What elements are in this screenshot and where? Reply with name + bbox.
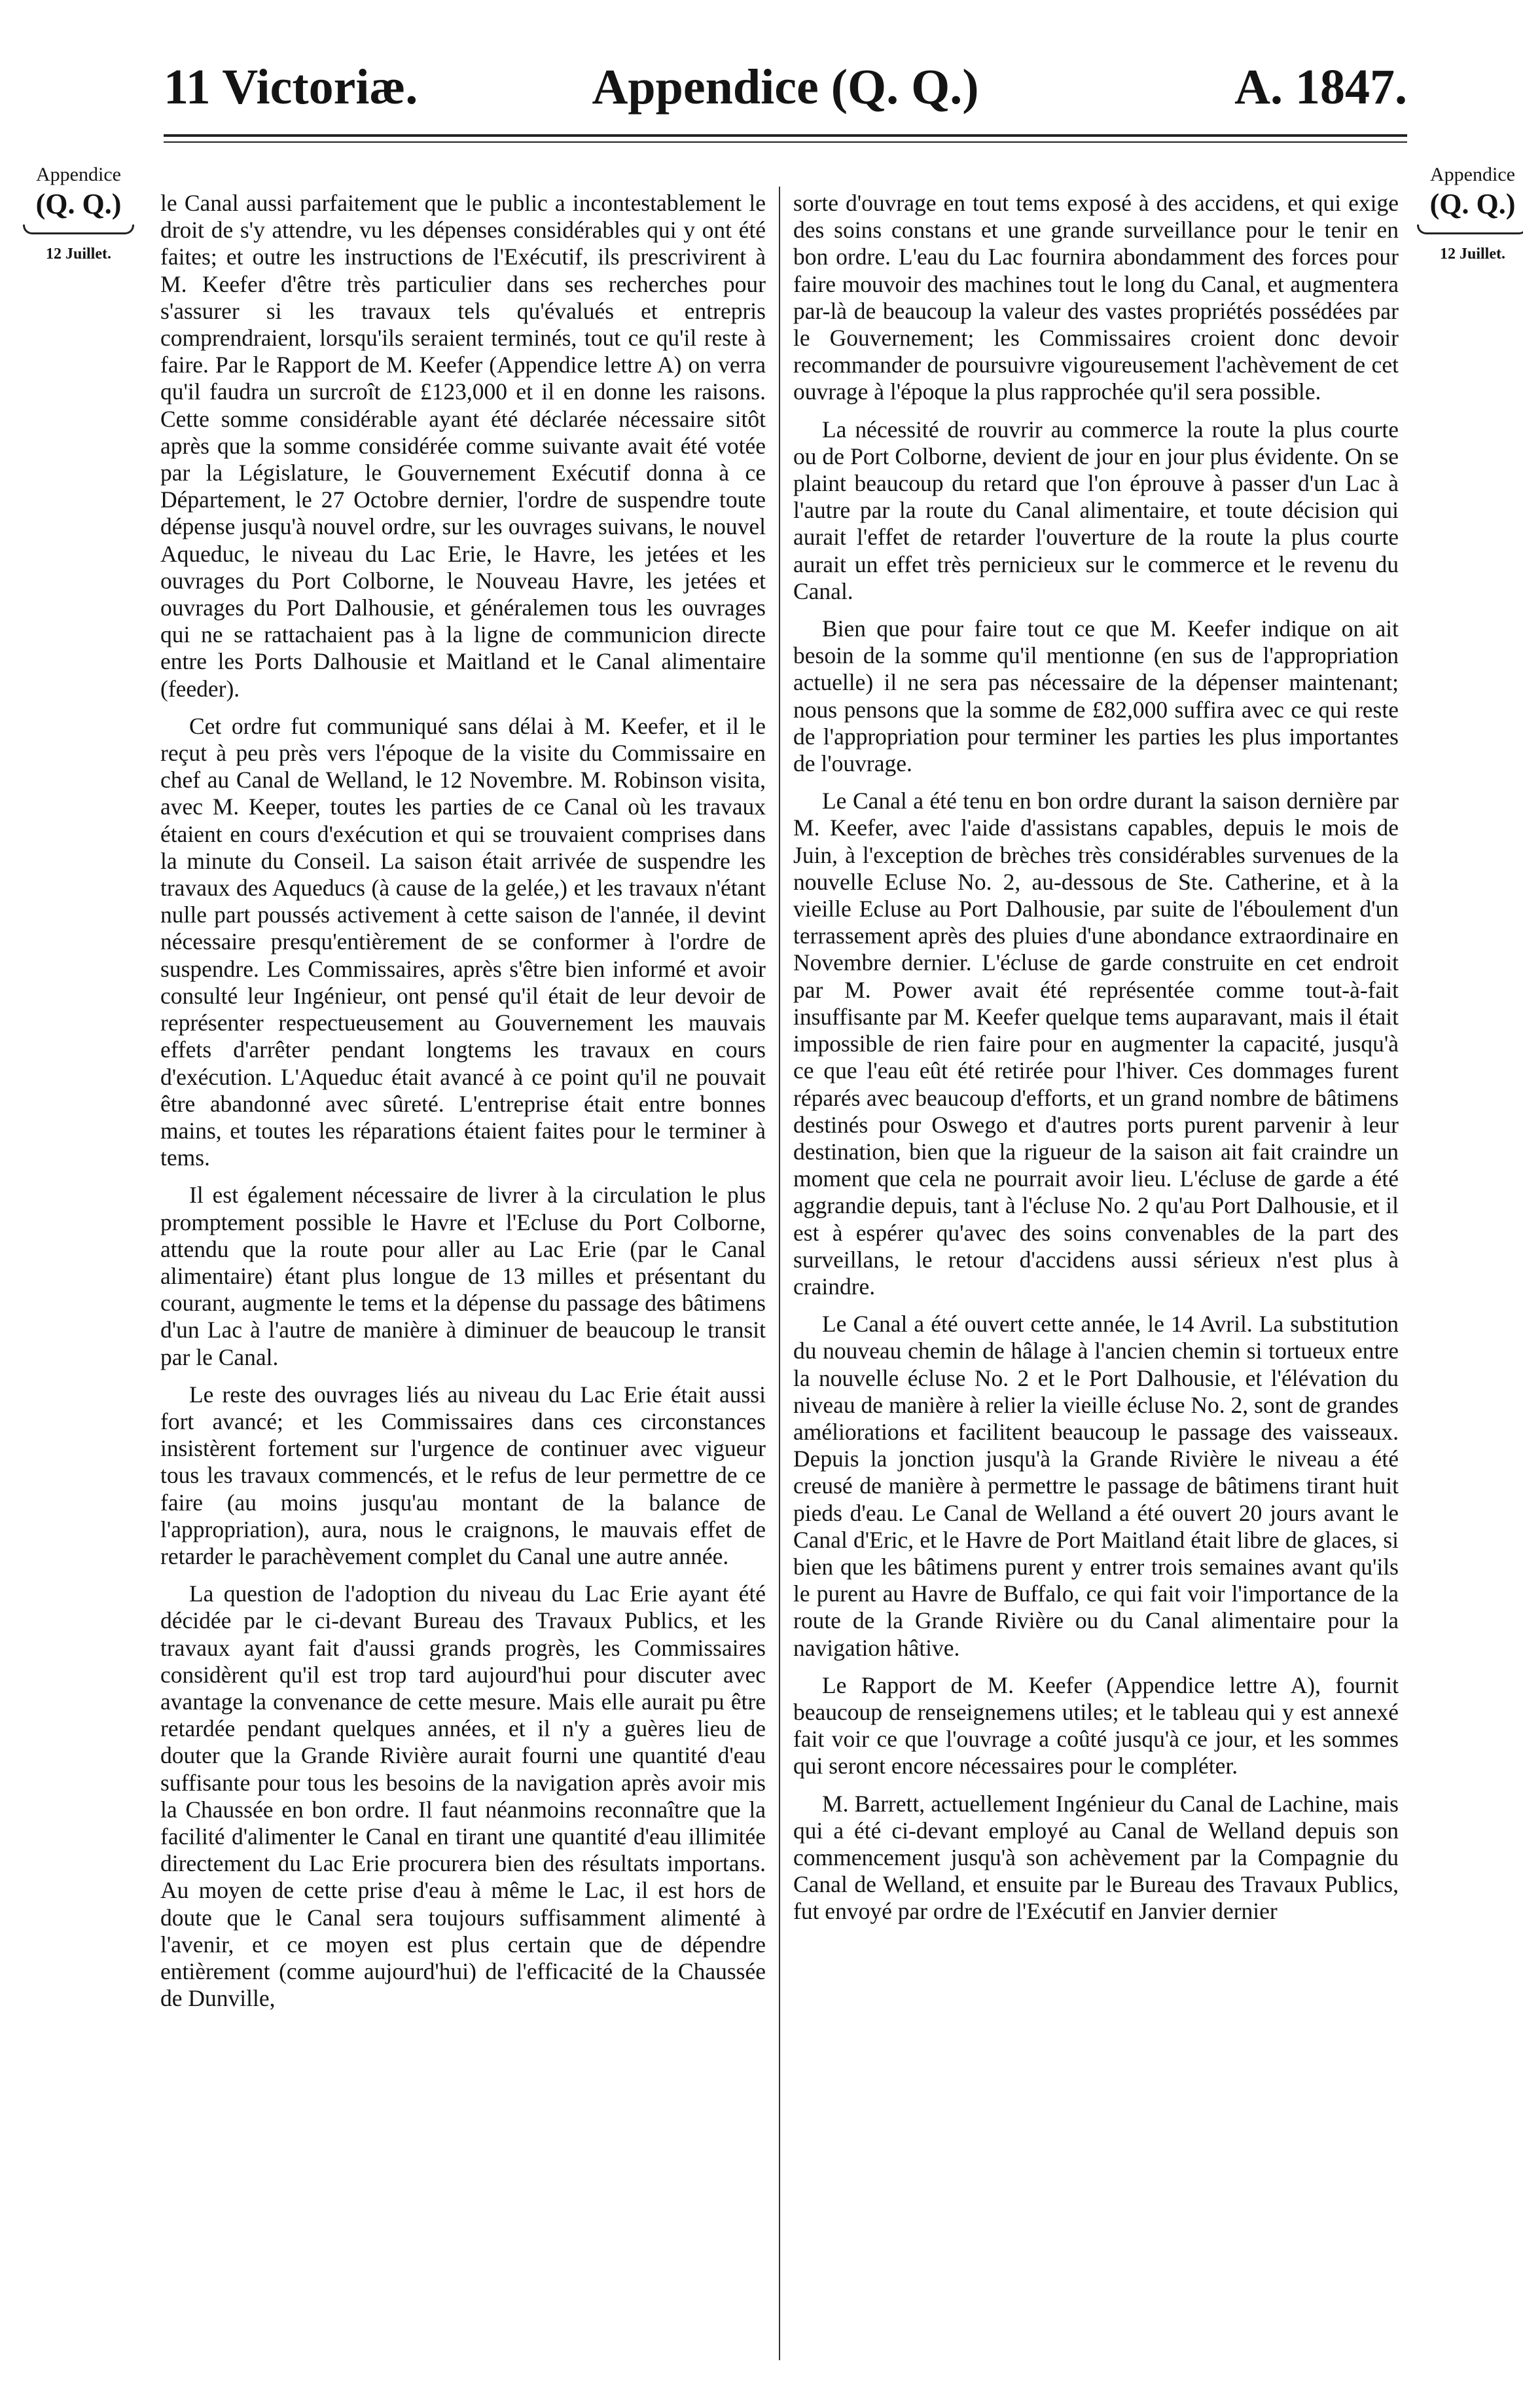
paragraph: sorte d'ouvrage en tout tems exposé à des accidens, et qui exige des soins constans et une grande surveillance pour le tenir en bon ordre. L'eau du Lac fournira abondamment des forces pour faire mouvoir des machines tout le long du Canal, et augmentera par-là de beaucoup la valeur des vastes propriétés possédées par le Gouvernement; les Commissaires croient donc devoir recommander de poursuivre vigoureusement l'achèvement de cet ouvrage à l'époque la plus rapprochée qu'il sera possible. [793,190,1399,405]
margin-appendix-code: (Q. Q.) [35,187,122,220]
header-rule-thin [164,141,1407,143]
margin-appendix-label: Appendice [36,164,121,185]
paragraph: Cet ordre fut communiqué sans délai à M. Keefer, et il le reçut à peu près vers l'époque de la visite du Commissaire en chef au Canal de Welland, le 12 Novembre. M. Robinson visita, avec M. Keeper, toutes les parties de ce Canal où les travaux étaient en cours d'exécution et qui se trouvaient comprises dans la minute du Conseil. La saison était arrivée de suspendre les travaux des Aqueducs (à cause de la gelée,) et les travaux n'étant nulle part poussés activement à cette saison de l'année, il devint nécessaire presqu'entièrement de se conformer à l'ordre de suspendre. Les Commissaires, après s'être bien informé et avoir consulté leur Ingénieur, ont pensé qu'il était de leur devoir de représenter respectueusement au Gouvernement les mauvais effets d'arrêter pendant longtems les travaux en cours d'exécution. L'Aqueduc était avancé à ce point qu'il ne pouvait être abandonné avec sûreté. L'entreprise était entre bonnes mains, et toutes les réparations étaient faites pour le terminer à tems. [160,712,766,1171]
brace-mark [23,225,134,239]
running-header [164,62,1407,134]
column-divider [779,187,780,2360]
brace-mark [1417,225,1523,239]
paragraph: le Canal aussi parfaitement que le public a incontestablement le droit de s'y attendre, vu les dépenses considérables qui y ont été faites; et outre les instructions de l'Exécutif, ils prescrivirent à M. Keefer d'être très particulier dans ses recherches pour s'assurer si les travaux tels qu'évalués et entrepris comprendraient, lorsqu'ils seraient terminés, tout ce qu'il reste à faire. Par le Rapport de M. Keefer (Appendice lettre A) on verra qu'il faudra un surcroît de £123,000 et il en donne les raisons. Cette somme considérable ayant été déclarée nécessaire sitôt après que la somme considérée comme suivante avait été votée par la Législature, le Gouvernement Exécutif donna à ce Département, le 27 Octobre dernier, l'ordre de suspendre toute dépense jusqu'à nouvel ordre, sur les ouvrages suivans, le nouvel Aqueduc, le niveau du Lac Erie, le Havre, les jetées et les ouvrages du Port Colborne, le Nouveau Havre, les jetées et ouvrages du Port Dalhousie, et généralemen tous les ouvrages qui ne se rattachaient pas à la ligne de communicion directe entre les Ports Dalhousie et Maitland et le Canal alimentaire (feeder). [160,190,766,702]
header-appendix-title: Appendice (Q. Q.) [592,60,979,115]
paragraph: Le reste des ouvrages liés au niveau du Lac Erie était aussi fort avancé; et les Commissaires dans ces circonstances insistèrent fortement sur l'urgence de continuer avec vigueur tous les travaux commencés, et le refus de leur permettre de ce faire (au moins jusqu'au montant de la balance de l'appropriation), aura, nous le craignons, le mauvais effet de retarder le parachèvement complet du Canal une autre année. [160,1381,766,1569]
paragraph: La nécessité de rouvrir au commerce la route la plus courte ou de Port Colborne, devient de jour en jour plus évidente. On se plaint beaucoup du retard que l'on éprouve à passer d'un Lac à l'autre par la route du Canal alimentaire, et toute décision qui aurait l'effet de retarder l'ouverture de la route la plus courte aurait un effet très pernicieux sur le commerce et le revenu du Canal. [793,416,1399,604]
paragraph: Bien que pour faire tout ce que M. Keefer indique on ait besoin de la somme qu'il mentionne (en sus de l'appropriation actuelle) il ne sera pas nécessaire de la dépenser maintenant; nous pensons que la somme de £82,000 suffira avec ce qui reste de l'appropriation pour terminer les parties les plus importantes de l'ouvrage. [793,615,1399,777]
header-regnal-year: 11 Victoriæ. [164,60,418,115]
left-text-column [160,190,766,2022]
margin-appendix-label: Appendice [1430,164,1515,185]
left-margin-note [13,164,144,264]
right-text-column [793,190,1399,1936]
header-rule-thick [164,134,1407,137]
margin-appendix-code: (Q. Q.) [1429,187,1516,220]
paragraph: La question de l'adoption du niveau du Lac Erie ayant été décidée par le ci-devant Bureau des Travaux Publics, et les travaux ayant fait d'aussi grands progrès, les Commissaires considèrent qu'il est trop tard aujourd'hui pour discuter avec avantage la convenance de cette mesure. Mais elle aurait pu être retardée pendant quelques années, et il n'y a guères lieu de douter que la Grande Rivière aurait fourni une quantité d'eau suffisante pour tous les besoins de la navigation après avoir mis la Chaussée en bon ordre. Il faut néanmoins reconnaître que la facilité d'alimenter le Canal en tirant une quantité d'eau illimitée directement du Lac Erie procurera bien des résultats importans. Au moyen de cette prise d'eau à même le Lac, il est hors de doute que le Canal sera toujours suffisamment alimenté à l'avenir, et ce moyen est plus certain que de dépendre entièrement (comme aujourd'hui) de l'efficacité de la Chaussée de Dunville, [160,1580,766,2012]
right-margin-note [1410,164,1523,264]
margin-date: 12 Juillet. [46,246,111,263]
paragraph: Le Canal a été tenu en bon ordre durant la saison dernière par M. Keefer, avec l'aide d'assistans capables, depuis le mois de Juin, à l'exception de brèches très considérables survenues de la nouvelle Ecluse No. 2, au-dessous de Ste. Catherine, et à la vieille Ecluse au Port Dalhousie, par suite de l'éboulement d'un terrassement après des pluies d'une abondance extraordinaire en Novembre dernier. L'écluse de garde construite en cet endroit par M. Power avait été représentée comme tout-à-fait insuffisante par M. Keefer quelque tems auparavant, mais il était impossible de rien faire pour en augmenter la capacité, jusqu'à ce que l'eau eût été retirée pour l'hiver. Ces dommages furent réparés avec beaucoup d'efforts, et un grand nombre de bâtimens destinés pour Oswego et d'autres ports purent parvenir à leur destination, bien que la rigueur de la saison ait fait craindre un moment que cela ne pourrait avoir lieu. L'écluse de garde a été aggrandie depuis, tant à l'écluse No. 2 qu'au Port Dalhousie, et il est à espérer qu'avec des soins convenables de la part des surveillans, le retour d'accidens aussi sérieux n'est plus à craindre. [793,788,1399,1300]
header-year: A. 1847. [1234,60,1407,115]
margin-date: 12 Juillet. [1440,246,1505,263]
paragraph: Il est également nécessaire de livrer à la circulation le plus promptement possible le Havre et l'Ecluse du Port Colborne, attendu que la route pour aller au Lac Erie (par le Canal alimentaire) étant plus longue de 13 milles et présentant du courant, augmente le tems et la dépense du passage des bâtimens d'un Lac à l'autre de manière à diminuer de beaucoup le transit par le Canal. [160,1182,766,1370]
paragraph: Le Rapport de M. Keefer (Appendice lettre A), fournit beaucoup de renseignemens utiles; et le tableau qui y est annexé fait voir ce que l'ouvrage a coûté jusqu'à ce jour, et les sommes qui seront encore nécessaires pour le compléter. [793,1671,1399,1779]
paragraph: Le Canal a été ouvert cette année, le 14 Avril. La substitution du nouveau chemin de hâlage à l'ancien chemin si tortueux entre la nouvelle écluse No. 2 et le Port Dalhousie, et l'élévation du niveau de manière à relier la vieille écluse No. 2, sont de grandes améliorations et facilitent beaucoup le passage des vaisseaux. Depuis la jonction jusqu'à la Grande Rivière le niveau a été creusé de manière à permettre le passage de bâtimens tirant huit pieds d'eau. Le Canal de Welland a été ouvert 20 jours avant le Canal d'Eric, et le Havre de Port Maitland était libre de glaces, si bien que les bâtimens purent y entrer trois semaines avant qu'ils le purent au Havre de Buffalo, ce qui fait voir l'importance de la route de la Grande Rivière ou du Canal alimentaire pour la navigation hâtive. [793,1311,1399,1661]
paragraph: M. Barrett, actuellement Ingénieur du Canal de Lachine, mais qui a été ci-devant employé au Canal de Welland depuis son commencement jusqu'à son achèvement par la Compagnie du Canal de Welland, et ensuite par le Bureau des Travaux Publics, fut envoyé par ordre de l'Exécutif en Janvier dernier [793,1790,1399,1925]
